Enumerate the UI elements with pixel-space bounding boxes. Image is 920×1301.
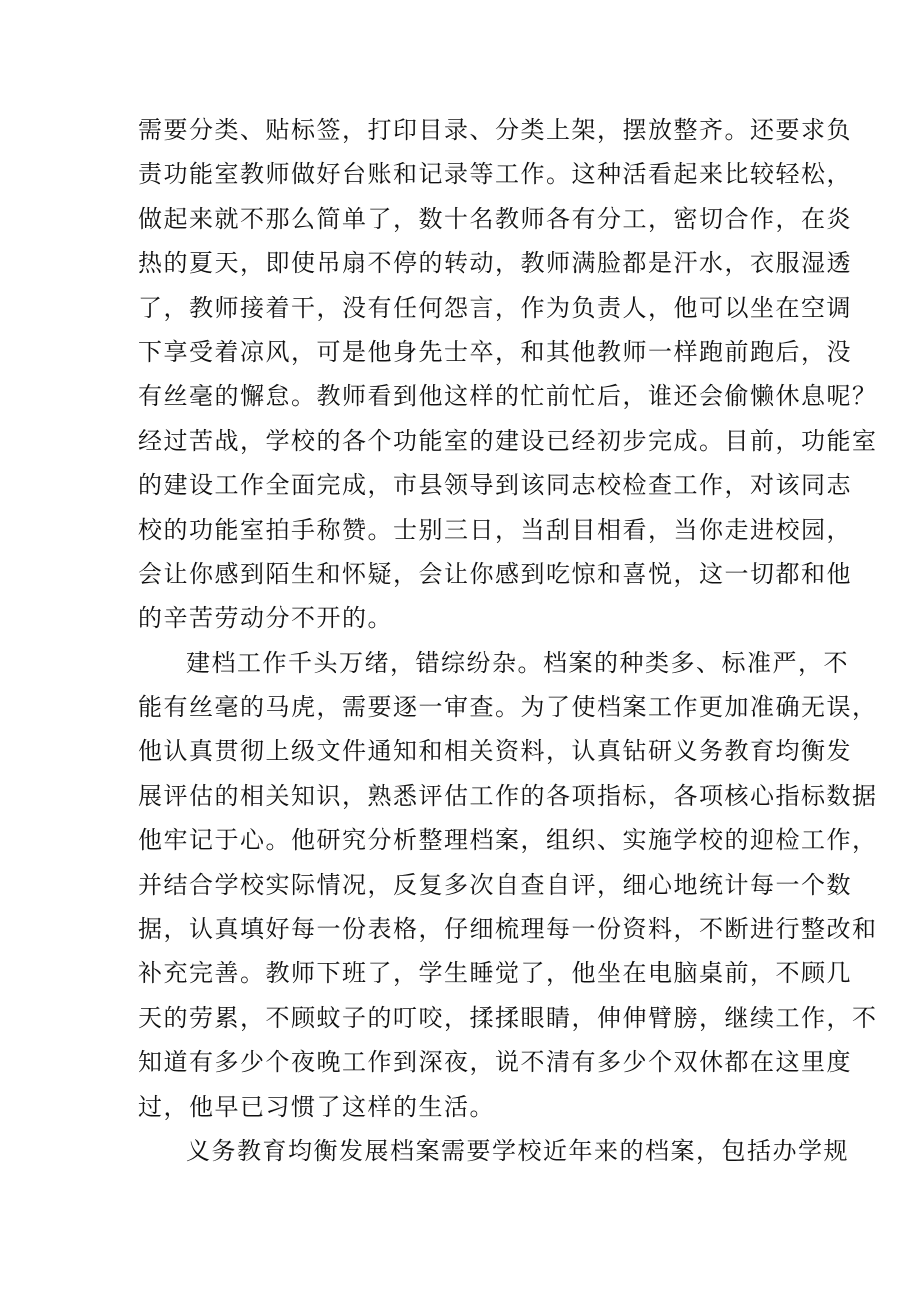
text-line: 天的劳累，不顾蚊子的叮咬，揉揉眼睛，伸伸臂膀，继续工作，不 [138,1003,878,1032]
text-line: 补充完善。教师下班了，学生睡觉了，他坐在电脑桌前，不顾几 [138,959,852,988]
text-line: 会让你感到陌生和怀疑，会让你感到吃惊和喜悦，这一切都和他 [138,559,852,588]
text-line: 的辛苦劳动分不开的。 [138,604,393,633]
text-line: 有丝毫的懈怠。教师看到他这样的忙前忙后，谁还会偷懒休息呢？ [138,382,878,411]
document-body [138,108,878,1173]
text-line: 的建设工作全面完成，市县领导到该同志校检查工作，对该同志 [138,471,852,500]
text-line: 过，他早已习惯了这样的生活。 [138,1092,495,1121]
text-line: 校的功能室拍手称赞。士别三日，当刮目相看，当你走进校园， [138,515,852,544]
text-line: 做起来就不那么简单了，数十名教师各有分工，密切合作，在炎 [138,204,852,233]
text-line: 需要分类、贴标签，打印目录、分类上架，摆放整齐。还要求负 [138,116,852,144]
text-line: 下享受着凉风，可是他身先士卒，和其他教师一样跑前跑后，没 [138,337,852,366]
text-line: 并结合学校实际情况，反复多次自查自评，细心地统计每一个数 [138,870,852,899]
text-line: 展评估的相关知识，熟悉评估工作的各项指标，各项核心指标数据 [138,781,878,810]
text-line: 据，认真填好每一份表格，仔细梳理每一份资料，不断进行整改和 [138,915,878,944]
text-line: 了，教师接着干，没有任何怨言，作为负责人，他可以坐在空调 [138,293,852,322]
paragraph-first-line: 建档工作千头万绪，错综纷杂。档案的种类多、标准严，不 [186,648,849,677]
text-line: 经过苦战，学校的各个功能室的建设已经初步完成。目前，功能室 [138,426,878,455]
text-line: 责功能室教师做好台账和记录等工作。这种活看起来比较轻松， [138,160,852,189]
text-line: 知道有多少个夜晚工作到深夜，说不清有多少个双休都在这里度 [138,1048,852,1077]
text-line: 热的夏天，即使吊扇不停的转动，教师满脸都是汗水，衣服湿透 [138,249,852,278]
text-line: 他认真贯彻上级文件通知和相关资料，认真钻研义务教育均衡发 [138,737,852,766]
text-line: 能有丝毫的马虎，需要逐一审查。为了使档案工作更加准确无误， [138,693,878,722]
text-line: 他牢记于心。他研究分析整理档案，组织、实施学校的迎检工作， [138,826,878,855]
paragraph-first-line: 义务教育均衡发展档案需要学校近年来的档案，包括办学规 [186,1136,849,1165]
